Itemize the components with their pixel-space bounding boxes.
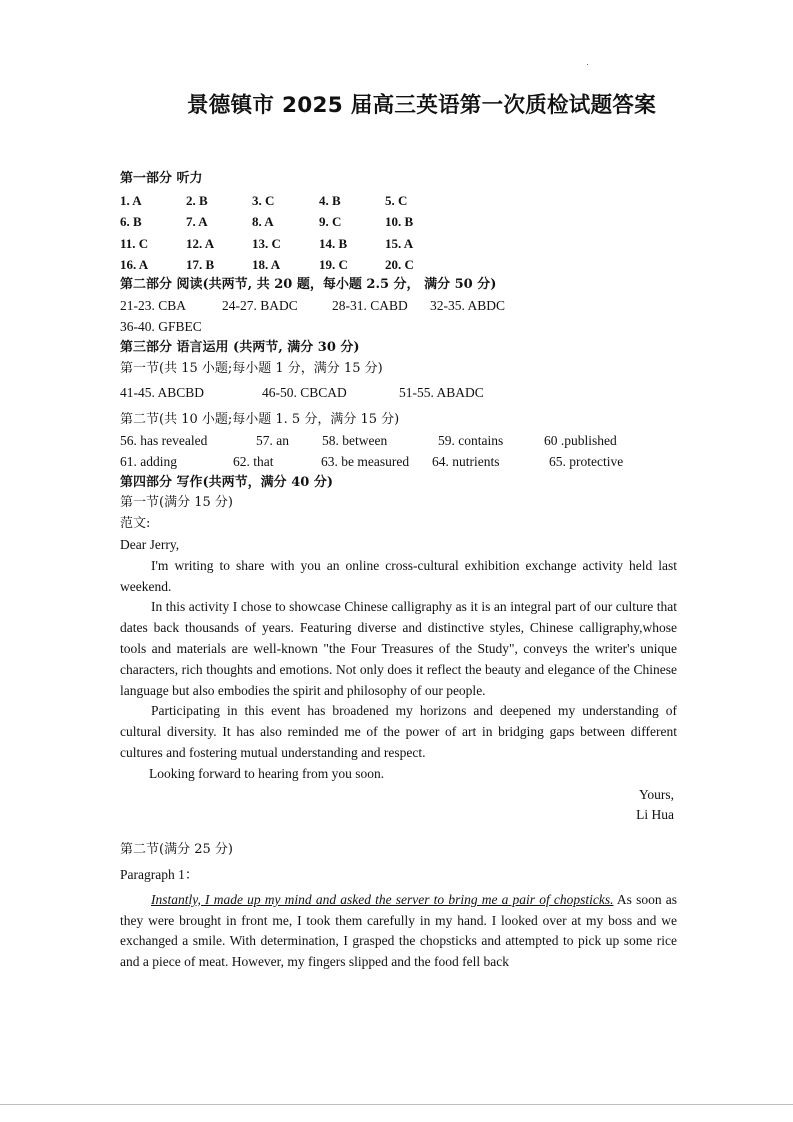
answer-cell: 9. C [319,214,342,230]
letter-paragraph: In this activity I chose to showcase Chinese calligraphy as it is an integral part of our culture that dates back thousands of years. Featuring diverse and distinctive styles, Chinese calligraphy,whose tools and materials are well-known "the Four Treasures of the Study", conveys the writer's unique characters, rich thoughts and emotions. Not only does it reflect the beauty and elegance of the Chinese language but also embodies the spirit and philosophy of our people. [120,599,677,698]
answer-cell: 2. B [186,192,208,208]
answer-cell: 63. be measured [321,453,410,469]
answer-content [120,169,677,973]
part3-heading: 第三部分 语言运用 (共两节, 满分 30 分) [120,339,360,355]
answer-cell: 11. C [120,235,149,251]
letter-salutation: Dear Jerry, [120,536,180,552]
reading-answers-row2: 36-40. GFBEC [120,319,202,335]
paragraph1-label: Paragraph 1： [120,866,199,882]
answer-cell: 60 .published [544,433,617,448]
answer-cell: 16. A [120,257,149,273]
sample-essay-label: 范文: [120,516,151,532]
reading-answers-row [120,296,677,317]
part2-heading: 第二部分 阅读(共两节, 共 20 题，每小题 2.5 分， 满分 50 分) [120,277,497,293]
answer-cell: 58. between [322,433,388,448]
answer-cell: 19. C [319,257,348,273]
answer-cell: 24-27. BADC [222,298,298,314]
part3-section1-heading: 第一节(共 15 小题;每小题 1 分，满分 15 分) [120,360,383,376]
answer-cell: 7. A [186,214,208,230]
answer-cell: 56. has revealed [120,433,208,448]
grammar-answers-row2 [120,452,677,473]
cloze-answers-row [120,383,677,404]
answer-cell: 17. B [186,257,215,273]
spacer [120,826,677,840]
continuation-paragraph [120,890,677,973]
answer-cell: 1. A [120,192,142,208]
answer-cell: 12. A [186,235,215,251]
answer-cell: 4. B [319,192,341,208]
answer-cell: 8. A [252,214,274,230]
continuation-text: As soon as they were brought in front me, I took them carefully in my hand. I looked over at my boss and we exchanged a smile. With determination, I grasped the chopsticks and attempted to pick up some rice and a piece of meat. However, my fingers slipped and the food fell back [120,891,677,970]
document-title: 景德镇市 2025 届高三英语第一次质检试题答案 [186,93,656,118]
answer-cell: 61. adding [120,453,177,469]
answer-cell: 18. A [252,257,281,273]
answer-cell: 57. an [256,433,289,448]
answer-cell: 64. nutrients [432,453,500,469]
given-sentence: Instantly, I made up my mind and asked the server to bring me a pair of chopsticks. [151,891,614,907]
listening-answers [120,190,677,276]
answer-cell: 5. C [385,192,408,208]
part4-section1-heading: 第一节(满分 15 分) [120,495,233,511]
answer-cell: 41-45. ABCBD [120,385,205,401]
part4-heading: 第四部分 写作(共两节，满分 40 分) [120,474,333,490]
answer-cell: 20. C [385,257,414,273]
letter-paragraph: I'm writing to share with you an online cross-cultural exhibition exchange activity held last weekend. [120,557,677,594]
answer-cell: 28-31. CABD [332,298,408,314]
page-bottom-rule [0,1104,793,1105]
answer-cell: 65. protective [549,453,624,469]
answer-cell: 10. B [385,214,414,230]
answer-cell: 21-23. CBA [120,298,187,314]
answer-cell: 15. A [385,235,414,251]
letter-signature: Li Hua [636,807,674,823]
letter-paragraph: Participating in this event has broadened my horizons and deepened my understanding of cultural diversity. It has also reminded me of the power of art in bridging gaps between different cultures and fostering mutual understanding and respect. [120,703,677,760]
part1-heading: 第一部分 听力 [120,171,203,186]
answer-cell: 51-55. ABADC [399,385,484,401]
answer-cell: 59. contains [438,433,504,448]
answer-cell: 3. C [252,192,275,208]
letter-paragraph: Looking forward to hearing from you soon. [149,765,385,781]
answer-cell: 46-50. CBCAD [262,385,347,401]
letter-closing: Yours, [638,786,674,802]
grammar-answers-row1 [120,431,677,452]
answer-cell: 6. B [120,214,142,230]
answer-cell: 62. that [233,453,274,469]
part4-section2-heading: 第二节(满分 25 分) [120,842,233,858]
answer-cell: 13. C [252,235,281,251]
answer-cell: 14. B [319,235,348,251]
part3-section2-heading: 第二节(共 10 小题;每小题 1. 5 分，满分 15 分) [120,412,400,428]
answer-cell: 32-35. ABDC [430,298,506,314]
scan-dot [587,64,588,65]
